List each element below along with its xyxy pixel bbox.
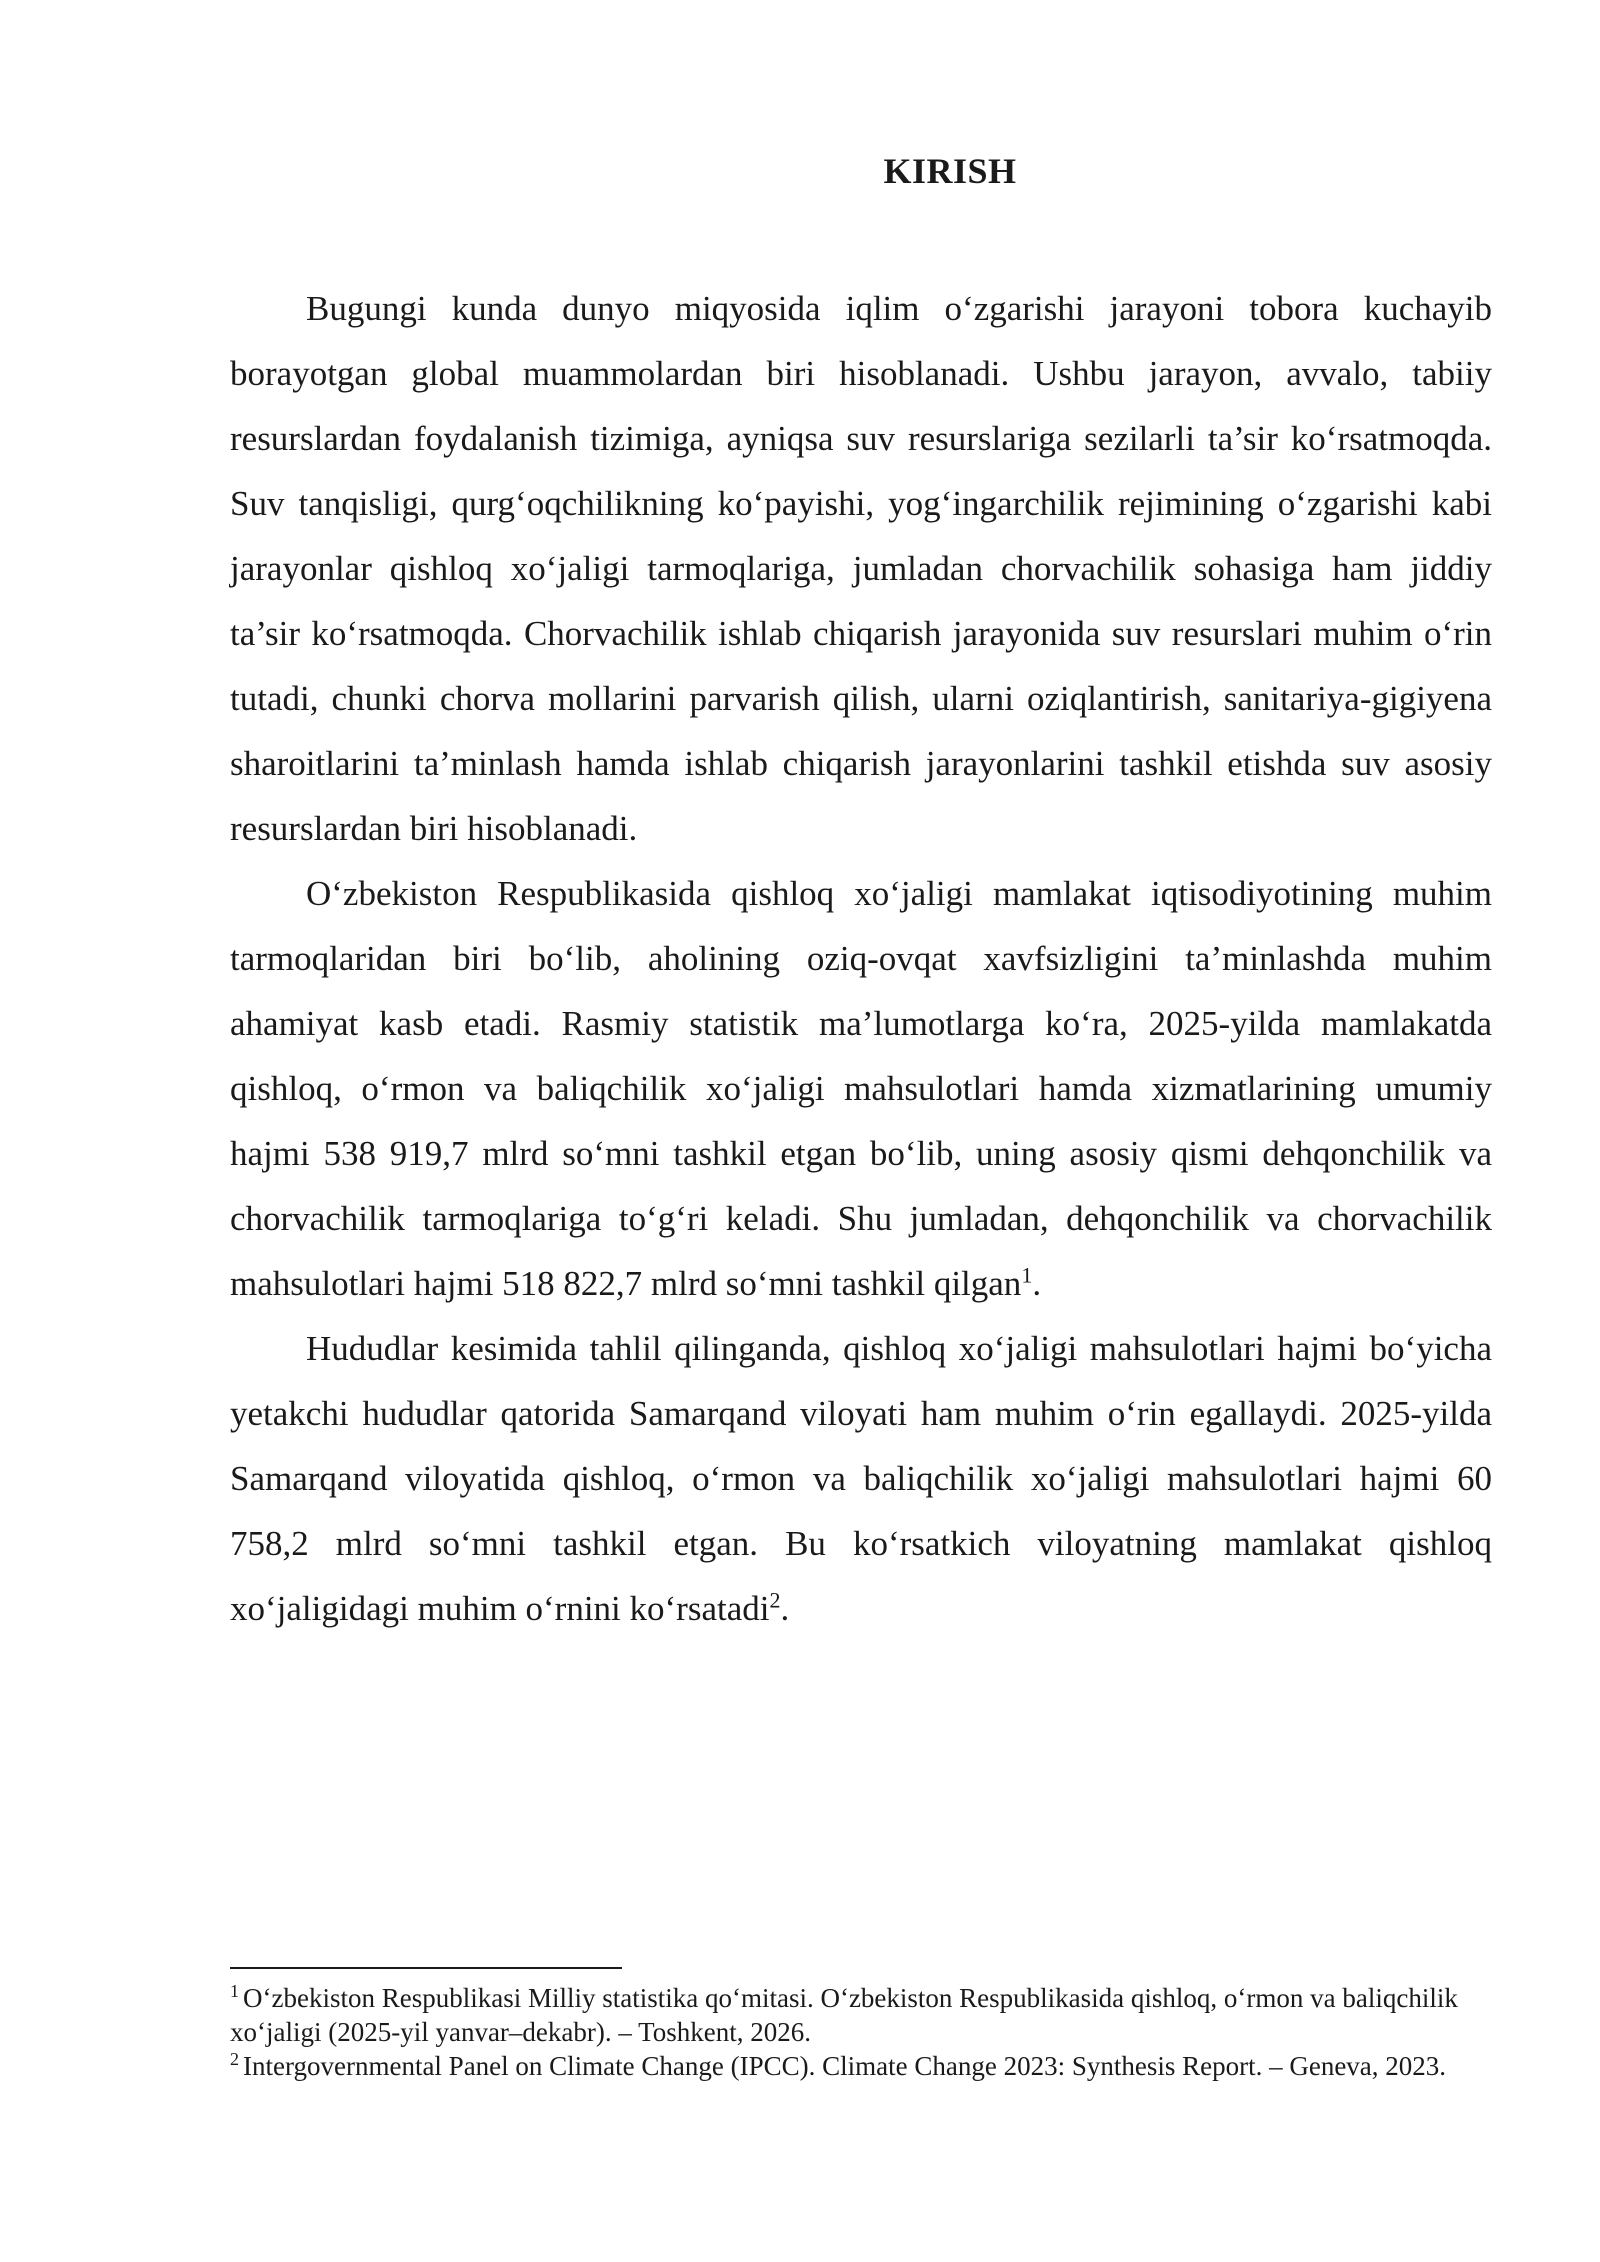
footnote-2 [230, 2049, 1492, 2083]
footnote-mark-1: 1 [230, 1981, 239, 2001]
paragraph-2-text: O‘zbekiston Respublikasida qishloq xo‘jaligi mamlakat iqtisodiyotining muhim tarmoqlaridan biri bo‘lib, aholining oziq-ovqat xavfsizligini ta’minlashda muhim ahamiyat kasb etadi. Rasmiy statistik ma’lumotlarga ko‘ra, 2025-yilda mamlakatda qishloq, o‘rmon va baliqchilik xo‘jaligi mahsulotlari hamda xizmatlarining umumiy hajmi 538 919,7 mlrd so‘mni tashkil etgan bo‘lib, uning asosiy qismi dehqonchilik va chorvachilik tarmoqlariga to‘g‘ri keladi. Shu jumladan, dehqonchilik va chorvachilik mahsulotlari hajmi 518 822,7 mlrd so‘mni tashkil qilgan [230, 874, 1492, 1303]
body-text [230, 276, 1492, 1641]
section-heading: KIRISH [883, 151, 1017, 191]
footnote-ref-1[interactable]: 1 [1021, 1262, 1033, 1288]
paragraph-3-text: Hududlar kesimida tahlil qilinganda, qishloq xo‘jaligi mahsulotlari hajmi bo‘yicha yetakchi hududlar qatorida Samarqand viloyati ham muhim o‘rin egallaydi. 2025-yilda Samarqand viloyatida qishloq, o‘rmon va baliqchilik xo‘jaligi mahsulotlari hajmi 60 758,2 mlrd so‘mni tashkil etgan. Bu ko‘rsatkich viloyatning mamlakat qishloq xo‘jaligidagi muhim o‘rnini ko‘rsatadi [230, 1329, 1492, 1628]
paragraph-3 [230, 1316, 1492, 1641]
footnote-1 [230, 1981, 1492, 2049]
paragraph-1-text: Bugungi kunda dunyo miqyosida iqlim o‘zgarishi jarayoni tobora kuchayib borayotgan global muammolardan biri hisoblanadi. Ushbu jarayon, avvalo, tabiiy resurslardan foydalanish tizimiga, ayniqsa suv resurslariga sezilarli ta’sir ko‘rsatmoqda. Suv tanqisligi, qurg‘oqchilikning ko‘payishi, yog‘ingarchilik rejimining o‘zgarishi kabi jarayonlar qishloq xo‘jaligi tarmoqlariga, jumladan chorvachilik sohasiga ham jiddiy ta’sir ko‘rsatmoqda. Chorvachilik ishlab chiqarish jarayonida suv resurslari muhim o‘rin tutadi, chunki chorva mollarini parvarish qilish, ularni oziqlantirish, sanitariya-gigiyena sharoitlarini ta’minlash hamda ishlab chiqarish jarayonlarini tashkil etishda suv asosiy resurslardan biri hisoblanadi. [230, 289, 1492, 848]
paragraph-3-tail: . [780, 1589, 790, 1628]
footnotes [230, 1981, 1492, 2083]
paragraph-1 [230, 276, 1492, 861]
footnote-mark-2: 2 [230, 2049, 239, 2069]
paragraph-2 [230, 861, 1492, 1316]
footnote-2-text: Intergovernmental Panel on Climate Change (IPCC). Climate Change 2023: Synthesis Report. – Geneva, 2023. [243, 2051, 1447, 2081]
paragraph-2-tail: . [1032, 1264, 1042, 1303]
footnote-ref-2[interactable]: 2 [769, 1587, 781, 1613]
footnote-separator [230, 1967, 622, 1969]
footnote-1-text: O‘zbekiston Respublikasi Milliy statistika qo‘mitasi. O‘zbekiston Respublikasida qishloq, o‘rmon va baliqchilik xo‘jaligi (2025-yil yanvar–dekabr). – Toshkent, 2026. [230, 1983, 1458, 2047]
